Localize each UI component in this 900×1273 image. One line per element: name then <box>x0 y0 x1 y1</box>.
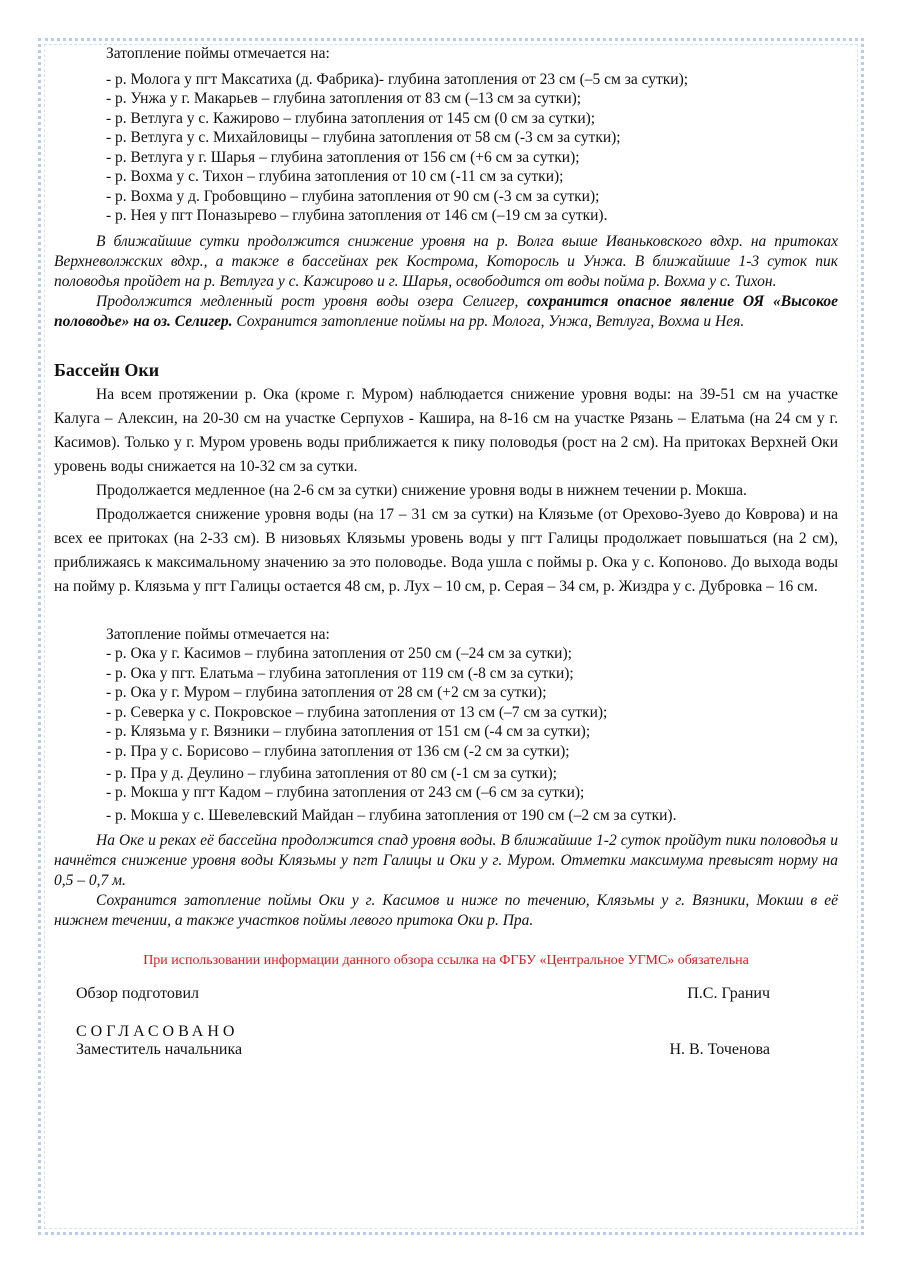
seliger-forecast-paragraph <box>54 292 838 332</box>
list-item: - р. Клязьма у г. Вязники – глубина затопления от 151 см (-4 см за сутки); <box>106 723 591 741</box>
seliger-text-start: Продолжится медленный рост уровня воды озера Селигер, <box>96 292 528 310</box>
document-page <box>54 44 838 1059</box>
oka-flood-list <box>54 625 838 826</box>
citation-notice: При использовании информации данного обзора ссылка на ФГБУ «Центральное УГМС» обязательна <box>143 953 749 969</box>
deputy-label: Заместитель начальника <box>76 1041 243 1059</box>
list-item: - р. Пра у с. Борисово – глубина затопления от 136 см (-2 см за сутки); <box>106 743 570 761</box>
list-item: - р. Ока у пгт. Елатьма – глубина затопления от 119 см (-8 см за сутки); <box>106 664 574 682</box>
list-item: - р. Пра у д. Деулино – глубина затопления от 80 см (-1 см за сутки); <box>106 764 557 782</box>
section-title-oka: Бассейн Оки <box>54 359 160 380</box>
list-item: - р. Северка у с. Покровское – глубина затопления от 13 см (–7 см за сутки); <box>106 703 608 721</box>
list-item: - р. Ветлуга у с. Кажирово – глубина затопления от 145 см (0 см за сутки); <box>106 109 596 127</box>
oka-forecast-paragraph: На Оке и реках её бассейна продолжится спад уровня воды. В ближайшие 1-2 суток пройдут пики половодья и начнётся снижение уровня воды Клязьмы у пгт Галицы и Оки у г. Муром. Отметки максимума превысят норму на 0,5 – 0,7 м. <box>54 832 838 890</box>
list-item: - р. Унжа у г. Макарьев – глубина затопления от 83 см (–13 см за сутки); <box>106 90 582 107</box>
volga-forecast-paragraph: В ближайшие сутки продолжится снижение уровня на р. Волга выше Иваньковского вдхр. на притоках Верхневолжских вдхр., а также в бассейнах рек Кострома, Которосль и Унжа. В ближайшие 1-3 суток пик половодья пройдет на р. Ветлуга у с. Кажирово и г. Шарья, освободится от воды пойма р. Вохма у с. Тихон. <box>54 232 838 290</box>
oka-flood-forecast-paragraph: Сохранится затопление поймы Оки у г. Касимов и ниже по течению, Клязьмы у г. Вязники, Мокши в её нижнем течении, а также участков поймы левого притока Оки р. Пра. <box>54 892 838 930</box>
volga-flood-list <box>54 44 838 226</box>
oka-paragraph: На всем протяжении р. Ока (кроме г. Муром) наблюдается снижение уровня воды: на 39-51 см на участке Калуга – Алексин, на 20-30 см на участке Серпухов - Кашира, на 8-16 см на участке Рязань – Елатьма (на 24 см у г. Касимов). Только у г. Муром уровень воды приближается к пику половодья (рост на 2 см). На притоках Верхней Оки уровень воды снижается на 10-32 см за сутки. <box>54 385 838 475</box>
prepared-name: П.С. Гранич <box>687 985 770 1003</box>
moksha-paragraph: Продолжается медленное (на 2-6 см за сутки) снижение уровня воды в нижнем течении р. Мокша. <box>96 481 747 499</box>
list-item: - р. Ветлуга у г. Шарья – глубина затопления от 156 см (+6 см за сутки); <box>106 148 580 166</box>
prepared-label: Обзор подготовил <box>76 985 199 1003</box>
list-item: - р. Молога у пгт Максатиха (д. Фабрика)- глубина затопления от 23 см (–5 см за сутки); <box>106 70 689 88</box>
prepared-row <box>54 985 838 1003</box>
signature-block <box>54 985 838 1059</box>
agreed-label: СОГЛАСОВАНО <box>76 1023 239 1041</box>
klyazma-paragraph: Продолжается снижение уровня воды (на 17 – 31 см за сутки) на Клязьме (от Орехово-Зуево до Коврова) и на всех ее притоках (на 2-33 см). В низовьях Клязьмы уровень воды у пгт Галицы продолжает повышаться (на 2 см), приближаясь к максимальному значению за это половодье. Вода ушла с поймы р. Ока у с. Копоново. До выхода воды на пойму р. Клязьма у пгт Галицы остается 48 см, р. Лух – 10 см, р. Серая – 34 см, р. Жиздра у с. Дубровка – 16 см. <box>54 505 838 595</box>
list-item: - р. Нея у пгт Поназырево – глубина затопления от 146 см (–19 см за сутки). <box>106 207 608 224</box>
seliger-warning: сохранится опасное явление ОЯ «Высокое половодье» на оз. Селигер. <box>54 292 838 330</box>
list-item: - р. Ветлуга у с. Михайловицы – глубина затопления от 58 см (-3 см за сутки); <box>106 129 621 146</box>
deputy-row <box>54 1041 838 1059</box>
flood-heading: Затопление поймы отмечается на: <box>106 45 330 62</box>
deputy-name: Н. В. Точенова <box>669 1041 770 1059</box>
flood-heading: Затопление поймы отмечается на: <box>106 625 330 643</box>
list-item: - р. Вохма у д. Гробовщино – глубина затопления от 90 см (-3 см за сутки); <box>106 187 600 205</box>
list-item: - р. Ока у г. Муром – глубина затопления от 28 см (+2 см за сутки); <box>106 684 547 702</box>
seliger-text-end: Сохранится затопление поймы на рр. Молога, Унжа, Ветлуга, Вохма и Нея. <box>232 312 745 330</box>
list-item: - р. Ока у г. Касимов – глубина затопления от 250 см (–24 см за сутки); <box>106 645 572 663</box>
list-item: - р. Вохма у с. Тихон – глубина затопления от 10 см (-11 см за сутки); <box>106 168 564 185</box>
list-item: - р. Мокша у с. Шевелевский Майдан – глубина затопления от 190 см (–2 см за сутки). <box>106 806 677 824</box>
agreed-row <box>54 1023 838 1041</box>
list-item: - р. Мокша у пгт Кадом – глубина затопления от 243 см (–6 см за сутки); <box>106 784 585 802</box>
